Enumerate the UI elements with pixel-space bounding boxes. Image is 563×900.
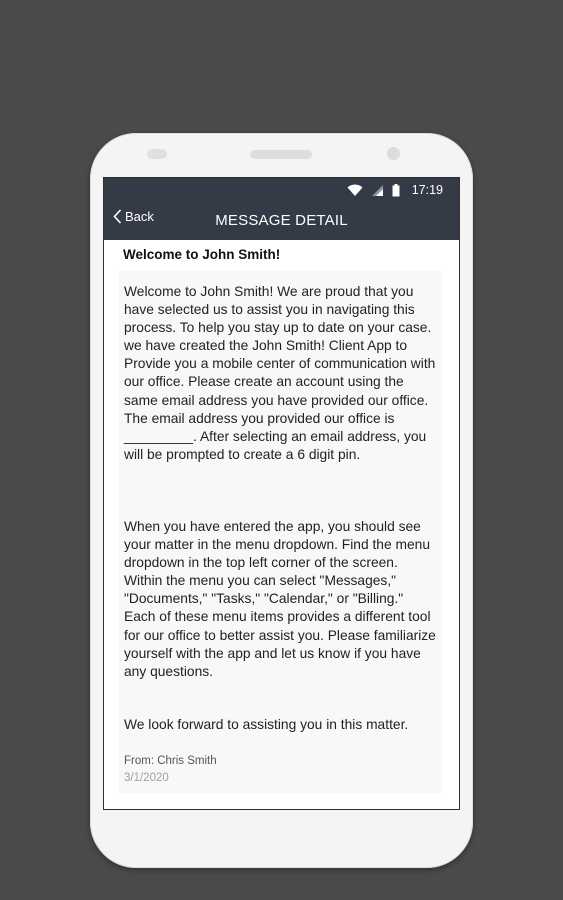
signal-icon (371, 184, 384, 197)
earpiece-speaker (250, 150, 312, 159)
wifi-icon (347, 184, 363, 197)
message-body (119, 271, 442, 793)
message-subject: Welcome to John Smith! (123, 247, 281, 262)
page-title: MESSAGE DETAIL (215, 212, 348, 229)
front-camera (387, 147, 400, 160)
proximity-sensor (147, 149, 167, 159)
message-paragraph: We look forward to assisting you in this matter. (124, 717, 409, 732)
status-icons (347, 183, 443, 197)
message-date: 3/1/2020 (124, 772, 169, 784)
message-paragraph: Welcome to John Smith! We are proud that you have selected us to assist you in navigating this process. To help you stay up to date on your case. we have created the John Smith! Client App to Provide you a mobile center of communication with our office. Please create an account using the same email address you have provided our office. The email address you provided our office is _________. After selecting an email address, you will be prompted to create a 6 digit pin. (124, 284, 436, 462)
back-button-label: Back (125, 209, 154, 224)
battery-icon (392, 184, 400, 197)
phone-screen (103, 177, 460, 810)
message-sender: From: Chris Smith (124, 755, 217, 767)
status-time: 17:19 (411, 183, 443, 197)
message-content (104, 240, 459, 809)
navigation-bar (104, 203, 459, 240)
message-paragraph: When you have entered the app, you should see your matter in the menu dropdown. Find the menu dropdown in the top left corner of the screen. Within the menu you can select "Messages," "Documents," "Tasks," "Calendar," or "Billing." Each of these menu items provides a different tool for our office to better assist you. Please familiarize yourself with the app and let us know if you have any questions. (124, 519, 436, 679)
status-bar (104, 178, 459, 203)
